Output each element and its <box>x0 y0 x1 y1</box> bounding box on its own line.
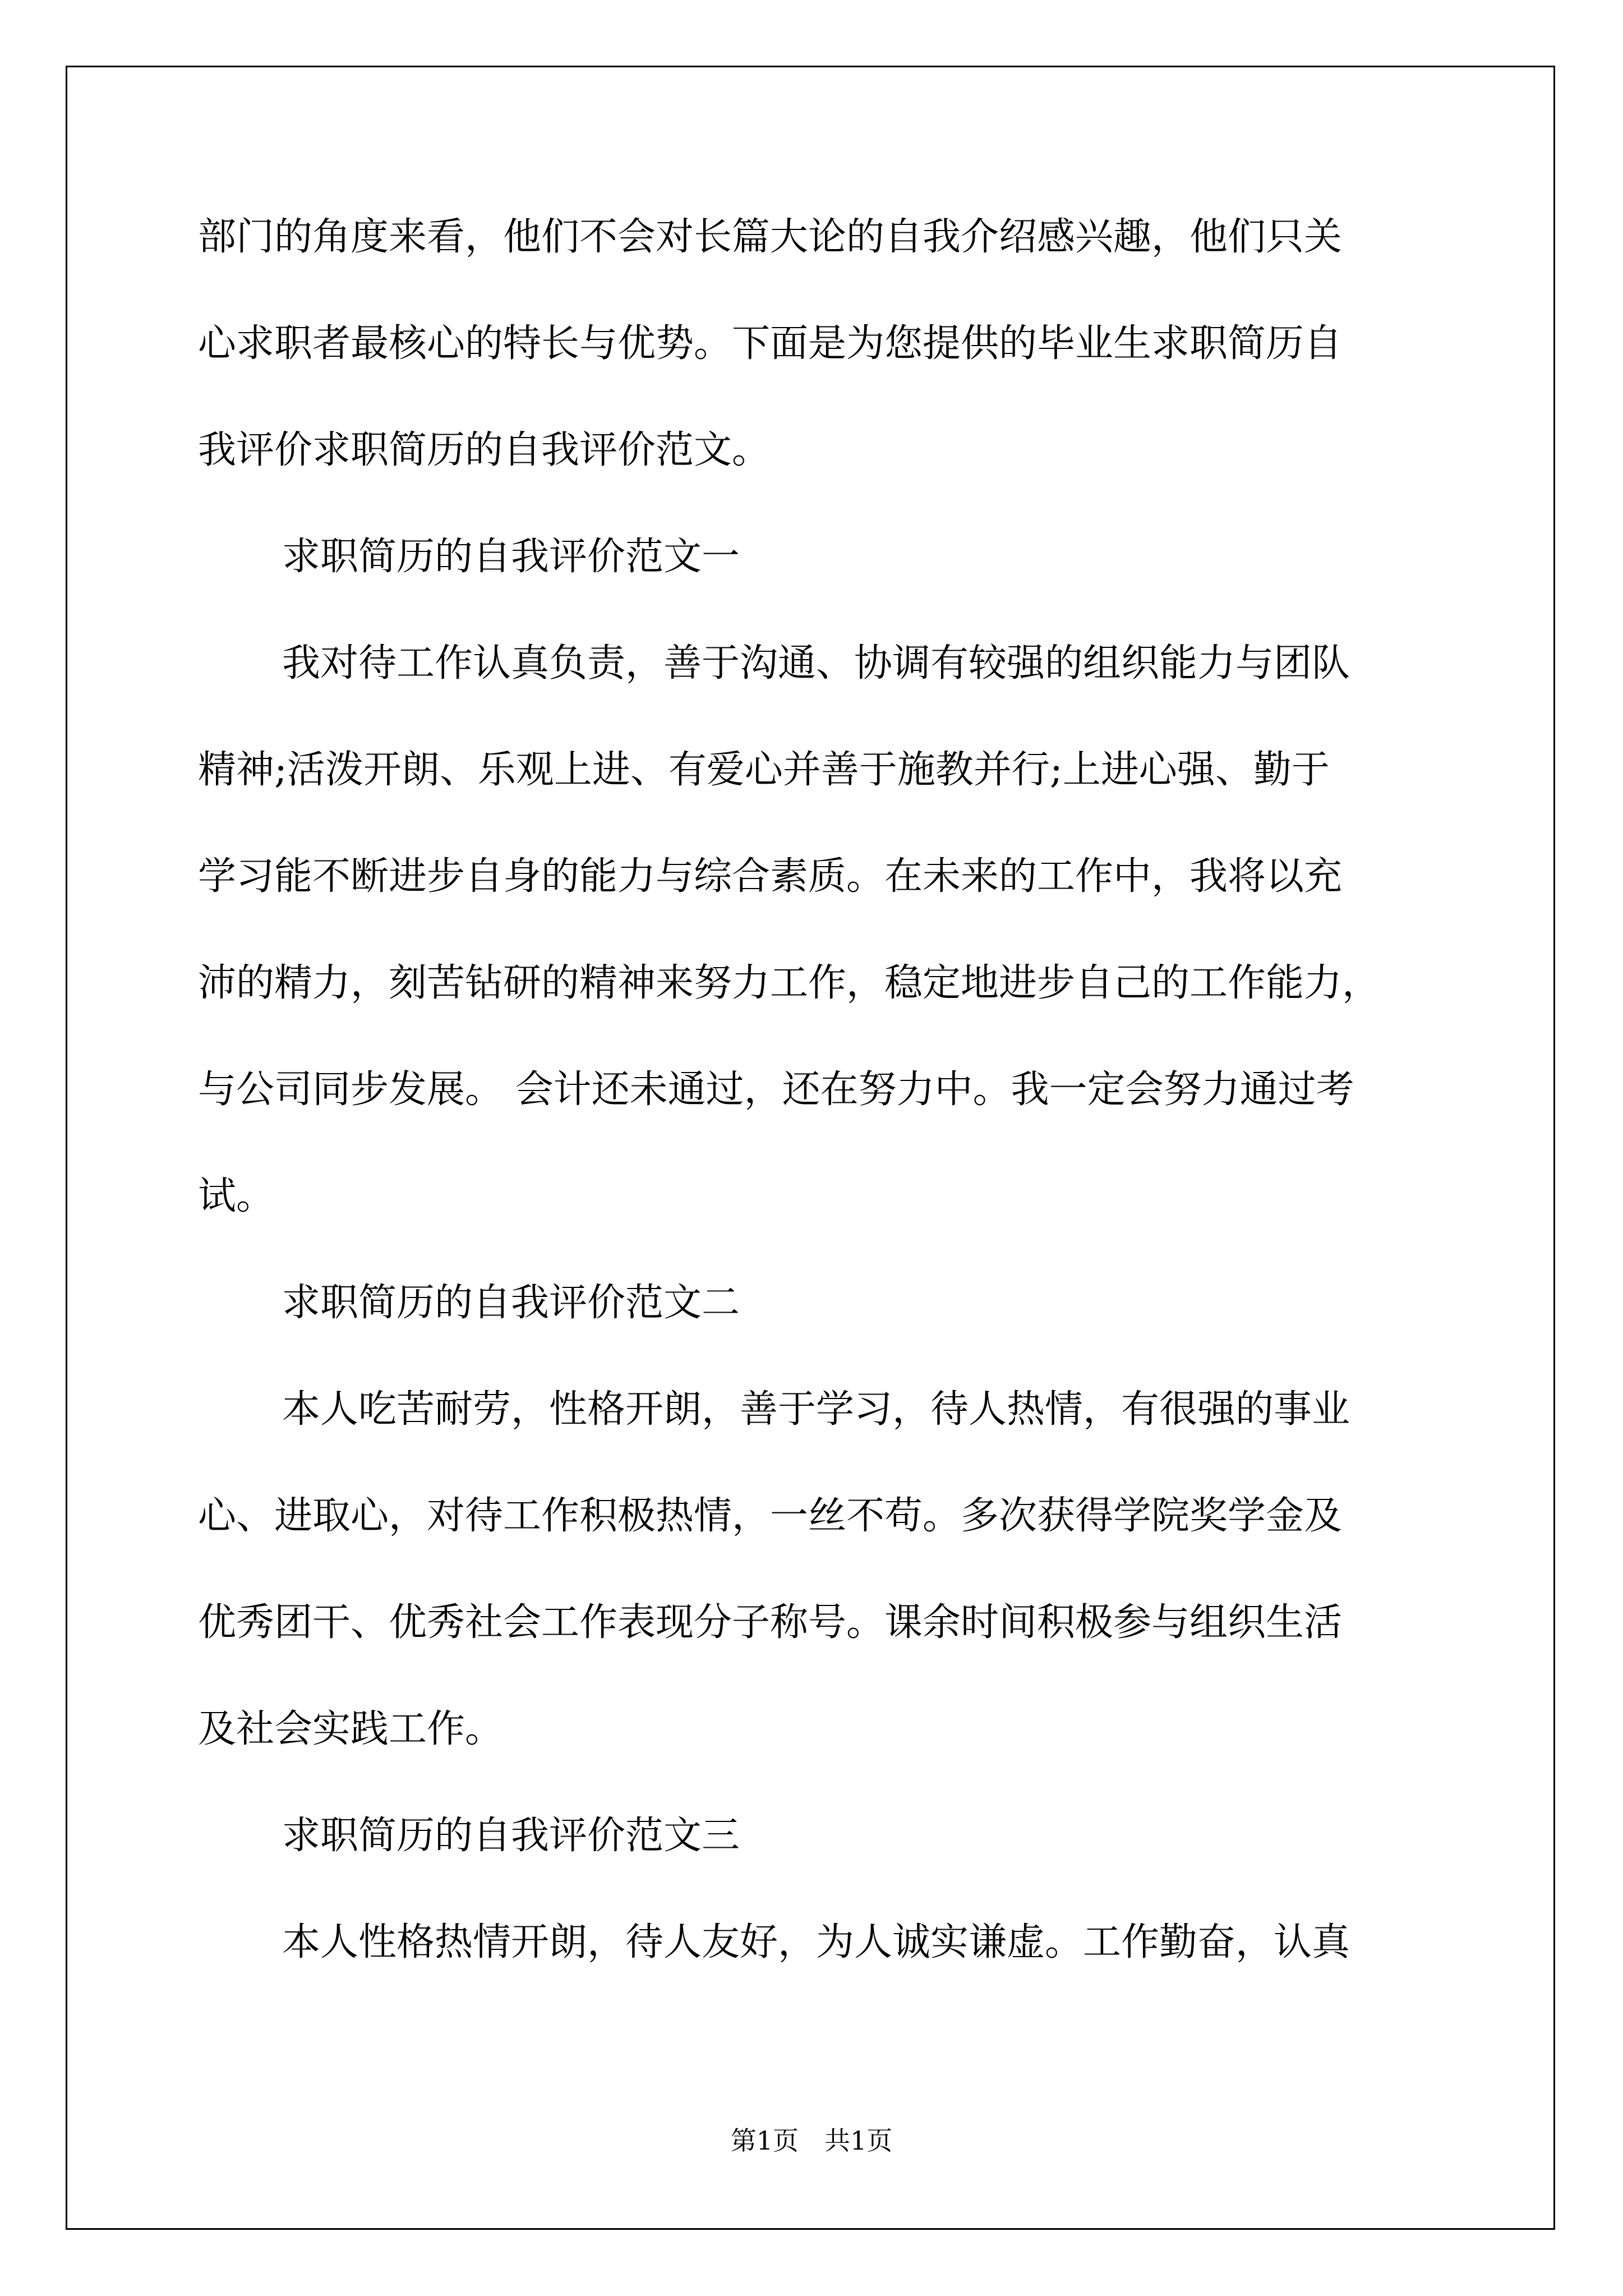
text-line: 部门的角度来看，他们不会对长篇大论的自我介绍感兴趣，他们只关 <box>198 215 1343 259</box>
text-line: 本人性格热情开朗，待人友好，为人诚实谦虚。工作勤奋，认真 <box>282 1920 1350 1964</box>
text-line: 学习能不断进步自身的能力与综合素质。在未来的工作中，我将以充 <box>198 854 1343 899</box>
section-heading: 求职简历的自我评价范文三 <box>282 1814 740 1858</box>
text-line: 心求职者最核心的特长与优势。下面是为您提供的毕业生求职简历自 <box>198 321 1343 366</box>
text-line: 及社会实践工作。 <box>198 1707 504 1751</box>
section-heading: 求职简历的自我评价范文二 <box>282 1281 740 1325</box>
page-frame <box>66 66 1555 2230</box>
text-line: 我对待工作认真负责，善于沟通、协调有较强的组织能力与团队 <box>282 641 1350 685</box>
text-line: 沛的精力，刻苦钻研的精神来努力工作，稳定地进步自己的工作能力， <box>198 961 1381 1005</box>
text-line: 精神;活泼开朗、乐观上进、有爱心并善于施教并行;上进心强、勤于 <box>198 748 1330 792</box>
section-heading: 求职简历的自我评价范文一 <box>282 535 740 579</box>
page-footer: 第1页 共1页 <box>730 2125 893 2156</box>
text-line: 本人吃苦耐劳，性格开朗，善于学习，待人热情，有很强的事业 <box>282 1387 1350 1432</box>
text-line: 试。 <box>198 1174 275 1218</box>
text-line: 心、进取心，对待工作积极热情，一丝不苟。多次获得学院奖学金及 <box>198 1494 1343 1538</box>
text-line: 优秀团干、优秀社会工作表现分子称号。课余时间积极参与组织生活 <box>198 1600 1343 1645</box>
text-line: 我评价求职简历的自我评价范文。 <box>198 428 771 472</box>
text-line: 与公司同步发展。 会计还未通过，还在努力中。我一定会努力通过考 <box>198 1068 1354 1112</box>
